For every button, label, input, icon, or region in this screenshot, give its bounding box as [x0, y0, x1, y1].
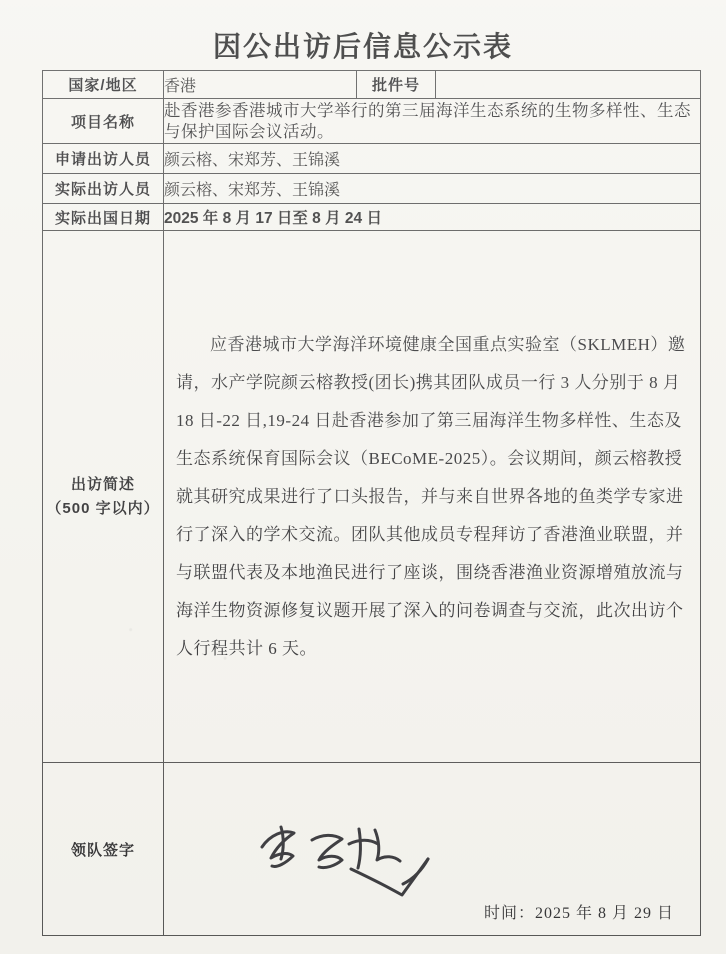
approval-number-label: 批件号 — [357, 71, 436, 99]
visit-summary-label-line1: 出访简述 — [70, 475, 135, 493]
actual-departure-date-value: 2025 年 8 月 17 日至 8 月 24 日 — [164, 204, 701, 231]
leader-signature-cell — [164, 763, 701, 936]
table-row — [43, 763, 701, 936]
project-name-label: 项目名称 — [43, 99, 164, 144]
visit-summary-cell — [164, 231, 701, 763]
table-row — [43, 99, 701, 144]
table-row — [43, 204, 701, 231]
actual-personnel-label: 实际出访人员 — [43, 174, 164, 204]
actual-departure-date-label: 实际出国日期 — [43, 204, 164, 231]
applied-personnel-value: 颜云榕、宋郑芳、王锦溪 — [164, 144, 701, 174]
post-visit-info-table — [42, 70, 701, 936]
table-row — [43, 231, 701, 763]
leader-signature-label: 领队签字 — [43, 763, 164, 936]
visit-summary-text: 应香港城市大学海洋环境健康全国重点实验室（SKLMEH）邀请，水产学院颜云榕教授(团长)携其团队成员一行 3 人分别于 8 月 18 日-22 日,19-24 日赴香港参加了第三届海洋生物多样性、生态及生态系统保育国际会议（BECoME-2025）。会议期间，颜云榕教授就其研究成果进行了口头报告，并与来自世界各地的鱼类学专家进行了深入的学术交流。团队其他成员专程拜访了香港渔业联盟，并与联盟代表及本地渔民进行了座谈，围绕香港渔业资源增殖放流与海洋生物资源修复议题开展了深入的问卷调查与交流，此次出访个人行程共计 6 天。 — [176, 334, 686, 658]
country-region-label: 国家/地区 — [43, 71, 164, 99]
actual-personnel-value: 颜云榕、宋郑芳、王锦溪 — [164, 174, 701, 204]
signature-date-line: 时间：2025 年 8 月 29 日 — [483, 905, 674, 922]
applied-personnel-label: 申请出访人员 — [43, 144, 164, 174]
table-row — [43, 174, 701, 204]
project-name-value: 赴香港参香港城市大学举行的第三届海洋生态系统的生物多样性、生态与保护国际会议活动。 — [164, 99, 701, 144]
country-region-value: 香港 — [164, 71, 357, 99]
table-row — [43, 144, 701, 174]
visit-summary-label-line2: （500 字以内） — [46, 499, 160, 517]
table-row — [43, 71, 701, 99]
page-title: 因公出访后信息公示表 — [212, 31, 513, 62]
handwritten-signature-ink — [254, 807, 464, 899]
approval-number-value — [436, 71, 701, 99]
visit-summary-label — [43, 231, 164, 763]
